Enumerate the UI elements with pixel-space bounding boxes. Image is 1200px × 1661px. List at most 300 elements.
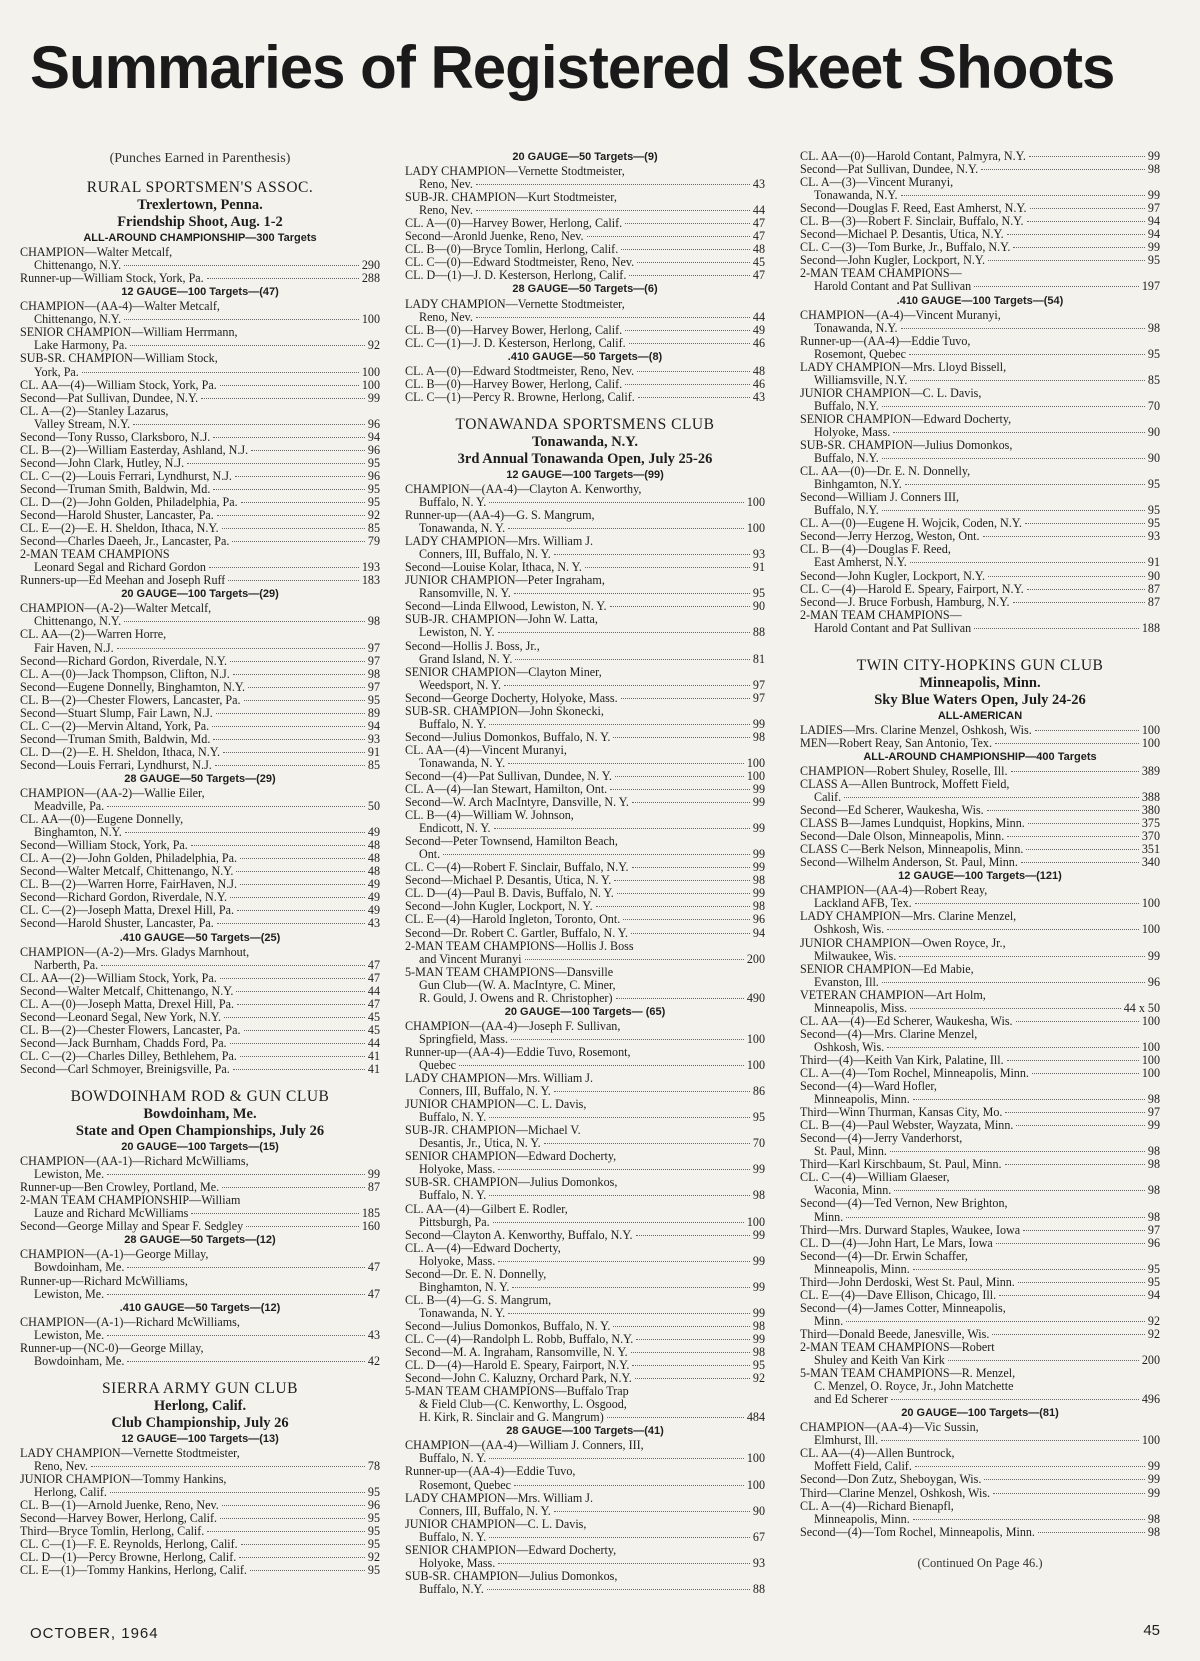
- result-line-continued: [20, 1261, 380, 1274]
- result-line: [20, 1551, 380, 1564]
- result-text: CL. AA—(4)—Ed Scherer, Waukesha, Wis.: [800, 1014, 1013, 1028]
- score: 193: [361, 561, 380, 575]
- score: 49: [367, 826, 380, 840]
- result-text: CLASS C—Berk Nelson, Minneapolis, Minn.: [800, 843, 1024, 857]
- result-line-continued: [405, 848, 765, 861]
- result-text: Endicott, N. Y.: [419, 822, 491, 836]
- result-text: CL. C—(2)—Mervin Altand, York, Pa.: [20, 719, 210, 733]
- result-line: [405, 1544, 765, 1557]
- result-line: [20, 1512, 380, 1525]
- result-line: [405, 1346, 765, 1359]
- result-line: [800, 1171, 1160, 1184]
- result-line: [800, 1289, 1160, 1302]
- result-line: [800, 1341, 1160, 1354]
- score: 45: [367, 1023, 380, 1037]
- result-text: CL. AA—(4)—William Stock, York, Pa.: [20, 378, 217, 392]
- result-text: CL. E—(4)—Dave Ellison, Chicago, Ill.: [800, 1288, 997, 1302]
- score: 94: [367, 430, 380, 444]
- result-line: [800, 937, 1160, 950]
- result-text: SUB-SR. CHAMPION—William Stock,: [20, 352, 218, 366]
- result-line: [405, 298, 765, 311]
- result-line-continued: [20, 561, 380, 574]
- score: 48: [367, 865, 380, 879]
- result-text: Grand Island, N. Y.: [419, 652, 513, 666]
- dot-leader: [995, 743, 1139, 744]
- result-text: Second—Harvey Bower, Herlong, Calif.: [20, 1512, 217, 1526]
- score: 43: [752, 178, 765, 192]
- score: 98: [1147, 321, 1160, 335]
- dot-leader: [207, 1531, 365, 1532]
- dot-leader: [493, 1222, 744, 1223]
- score: 41: [367, 1049, 380, 1063]
- score: 97: [367, 654, 380, 668]
- result-line: [20, 1181, 380, 1194]
- result-line-continued: [405, 1163, 765, 1176]
- score: 99: [752, 848, 765, 862]
- result-line: [20, 535, 380, 548]
- score: 95: [1147, 517, 1160, 531]
- result-text: CL. A—(0)—Jack Thompson, Clifton, N.J.: [20, 667, 230, 681]
- result-line: [405, 256, 765, 269]
- score: 89: [367, 706, 380, 720]
- result-text: Second—John Kugler, Lockport, N.Y.: [800, 569, 986, 583]
- dot-leader: [621, 698, 750, 699]
- result-line-continued: [800, 452, 1160, 465]
- score: 197: [1141, 280, 1160, 294]
- result-text: Second—Linda Ellwood, Lewiston, N. Y.: [405, 600, 607, 614]
- result-line: [20, 917, 380, 930]
- result-line: [405, 640, 765, 653]
- score: 99: [367, 391, 380, 405]
- result-text: Second—Truman Smith, Baldwin, Md.: [20, 482, 211, 496]
- result-line: [800, 583, 1160, 596]
- score: 94: [367, 719, 380, 733]
- score: 288: [361, 272, 380, 286]
- dot-leader: [476, 184, 750, 185]
- result-text: SENIOR CHAMPION—Ed Mabie,: [800, 962, 974, 976]
- result-text: SUB-JR. CHAMPION—John W. Latta,: [405, 613, 598, 627]
- score: 85: [367, 758, 380, 772]
- result-text: Second—Richard Gordon, Riverdale, N.Y.: [20, 891, 228, 905]
- result-line: [800, 465, 1160, 478]
- dot-leader: [905, 484, 1145, 485]
- result-line-continued: [20, 800, 380, 813]
- result-text: CL. E—(1)—Tommy Hankins, Herlong, Calif.: [20, 1564, 247, 1578]
- event-heading: 28 GAUGE—50 Targets—(6): [512, 283, 658, 296]
- result-line: [20, 655, 380, 668]
- score: 99: [752, 796, 765, 810]
- result-text: JUNIOR CHAMPION—C. L. Davis,: [405, 1517, 587, 1531]
- result-text: Second—Carl Schmoyer, Breinigsville, Pa.: [20, 1063, 230, 1076]
- score: 92: [367, 509, 380, 523]
- result-text: Third—John Derdoski, West St. Paul, Minn.: [800, 1275, 1015, 1289]
- result-text: CL. B—(0)—Bryce Tomlin, Herlong, Calif.: [405, 243, 619, 257]
- result-line: [20, 733, 380, 746]
- result-line: [800, 609, 1160, 622]
- dot-leader: [476, 210, 750, 211]
- result-line: [20, 470, 380, 483]
- dot-leader: [498, 1261, 750, 1262]
- score: 99: [752, 1163, 765, 1177]
- score: 95: [367, 456, 380, 470]
- score: 100: [1141, 1053, 1160, 1067]
- result-line: [405, 1176, 765, 1189]
- result-text: Second—John Kugler, Lockport, N.Y.: [800, 254, 986, 268]
- score: 100: [1141, 723, 1160, 737]
- result-line-continued: [800, 322, 1160, 335]
- dot-leader: [107, 1174, 365, 1175]
- result-line: [405, 365, 765, 378]
- result-text: CL. D—(1)—Percy Browne, Herlong, Calif.: [20, 1551, 237, 1565]
- score: 87: [367, 1181, 380, 1195]
- dot-leader: [91, 1466, 365, 1467]
- result-line: [405, 1465, 765, 1478]
- result-text: & Field Club—(C. Kenworthy, L. Osgood,: [419, 1398, 627, 1412]
- result-text: Second—Aronld Juenke, Reno, Nev.: [405, 230, 584, 244]
- result-text: Second—Harold Shuster, Lancaster, Pa.: [20, 509, 214, 523]
- result-text: Conners, III, Buffalo, N. Y.: [419, 548, 551, 562]
- result-text: CL. A—(4)—Edward Docherty,: [405, 1241, 561, 1255]
- result-text: 2-MAN TEAM CHAMPIONS—Hollis J. Boss: [405, 939, 634, 953]
- result-text: CL. B—(2)—Chester Flowers, Lancaster, Pa.: [20, 693, 241, 707]
- dot-leader: [220, 1518, 365, 1519]
- dot-leader: [498, 1169, 750, 1170]
- result-text: Buffalo, N. Y.: [419, 1189, 487, 1203]
- score: 95: [752, 1359, 765, 1373]
- score: 92: [1147, 1327, 1160, 1341]
- score: 100: [746, 522, 765, 536]
- result-text: Second—Pat Sullivan, Dundee, N.Y.: [20, 391, 199, 405]
- dot-leader: [222, 1187, 365, 1188]
- result-text: Second—Leonard Segal, New York, N.Y.: [20, 1010, 221, 1024]
- result-text: Second—(4)—Mrs. Clarine Menzel,: [800, 1027, 978, 1041]
- dot-leader: [209, 567, 359, 568]
- score: 97: [752, 691, 765, 705]
- dot-leader: [250, 1570, 365, 1571]
- score: 97: [1147, 202, 1160, 216]
- result-line: [20, 1525, 380, 1538]
- result-line: [405, 913, 765, 926]
- score: 90: [1147, 569, 1160, 583]
- result-line-continued: [800, 1211, 1160, 1224]
- dot-leader: [1007, 1060, 1139, 1061]
- score: 97: [1147, 1223, 1160, 1237]
- score: 49: [367, 891, 380, 905]
- dot-leader: [498, 632, 750, 633]
- score: 48: [752, 243, 765, 257]
- result-line-continued: [800, 189, 1160, 202]
- dot-leader: [124, 319, 359, 320]
- score: 49: [752, 323, 765, 337]
- result-line: [20, 405, 380, 418]
- result-line-continued: [20, 959, 380, 972]
- dot-leader: [489, 724, 750, 725]
- result-text: CL. C—(4)—Randolph L. Robb, Buffalo, N.Y.: [405, 1332, 634, 1346]
- result-line-continued: [405, 953, 765, 966]
- score: 496: [1141, 1393, 1160, 1407]
- result-text: CL. C—(0)—Edward Stodtmeister, Reno, Nev.: [405, 256, 635, 270]
- result-text: CL. A—(4)—Ian Stewart, Hamilton, Ont.: [405, 783, 608, 797]
- result-line: [800, 491, 1160, 504]
- result-line: [405, 874, 765, 887]
- dot-leader: [130, 345, 365, 346]
- score: 98: [752, 874, 765, 888]
- result-line: [405, 269, 765, 282]
- result-line-continued: [800, 348, 1160, 361]
- result-line-continued: [405, 496, 765, 509]
- dot-leader: [110, 1492, 365, 1493]
- score: 99: [752, 887, 765, 901]
- result-text: CHAMPION—(AA-4)—Vic Sussin,: [800, 1421, 979, 1435]
- dot-leader: [901, 195, 1145, 196]
- result-line: [20, 483, 380, 496]
- dot-leader: [882, 458, 1145, 459]
- result-text: Lewiston, Me.: [34, 1168, 105, 1182]
- dot-leader: [240, 884, 365, 885]
- dot-leader: [244, 700, 365, 701]
- dot-leader: [230, 897, 365, 898]
- event-heading: ALL-AROUND CHAMPIONSHIP—400 Targets: [863, 750, 1097, 763]
- result-line: [20, 1011, 380, 1024]
- dot-leader: [899, 956, 1145, 957]
- result-line-continued: [405, 548, 765, 561]
- result-line: [405, 1072, 765, 1085]
- score: 79: [367, 535, 380, 549]
- dot-leader: [240, 858, 365, 859]
- result-text: SUB-JR. CHAMPION—Kurt Stodtmeister,: [405, 191, 617, 205]
- result-text: York, Pa.: [34, 365, 79, 379]
- result-text: CLASS A—Allen Buntrock, Moffett Field,: [800, 777, 1010, 791]
- shoot-title: State and Open Championships, July 26: [75, 1123, 325, 1140]
- result-line: [800, 1119, 1160, 1132]
- result-text: Third—Bryce Tomlin, Herlong, Calif.: [20, 1525, 205, 1539]
- score: 95: [367, 1525, 380, 1539]
- result-line: [405, 940, 765, 953]
- result-text: CL. B—(1)—Arnold Juenke, Reno, Nev.: [20, 1499, 219, 1513]
- score: 93: [752, 548, 765, 562]
- result-line: [20, 813, 380, 826]
- shoot-title: Sky Blue Waters Open, July 24-26: [874, 691, 1086, 708]
- score: 97: [367, 641, 380, 655]
- score: 490: [746, 991, 765, 1005]
- result-line: [800, 1067, 1160, 1080]
- dot-leader: [614, 880, 750, 881]
- dot-leader: [887, 929, 1139, 930]
- result-line: [20, 352, 380, 365]
- dot-leader: [511, 1039, 744, 1040]
- score: 87: [1147, 582, 1160, 596]
- score: 47: [752, 269, 765, 283]
- column-2: [405, 150, 765, 1596]
- result-text: Second—John C. Kaluzny, Orchard Park, N.Y.: [405, 1372, 632, 1386]
- score: 96: [752, 913, 765, 927]
- result-text: Rosemont, Quebec: [814, 347, 907, 361]
- result-line: [800, 724, 1160, 737]
- result-text: CL. AA—(0)—Dr. E. N. Donnelly,: [800, 465, 971, 479]
- result-line-continued: [20, 259, 380, 272]
- result-text: CL. A—(2)—Stanley Lazarus,: [20, 404, 169, 418]
- result-text: SENIOR CHAMPION—William Herrmann,: [20, 326, 238, 340]
- result-line-continued: [405, 822, 765, 835]
- result-line: [20, 1024, 380, 1037]
- club-location: Trexlertown, Penna.: [137, 197, 263, 214]
- dot-leader: [107, 1294, 365, 1295]
- score: 97: [752, 678, 765, 692]
- result-text: Second—Stuart Slump, Fair Lawn, N.J.: [20, 706, 213, 720]
- score: 97: [1147, 1106, 1160, 1120]
- result-text: Pittsburgh, Pa.: [419, 1215, 490, 1229]
- result-line-continued: [405, 204, 765, 217]
- dot-leader: [983, 536, 1145, 537]
- dot-leader: [187, 463, 365, 464]
- score: 98: [752, 1346, 765, 1360]
- score: 380: [1141, 804, 1160, 818]
- score: 67: [752, 1530, 765, 1544]
- score: 43: [367, 917, 380, 931]
- dot-leader: [1016, 1021, 1139, 1022]
- result-text: JUNIOR CHAMPION—Tommy Hankins,: [20, 1472, 227, 1486]
- dot-leader: [1038, 1532, 1145, 1533]
- score: 48: [367, 839, 380, 853]
- result-text: Second—(4)—Ted Vernon, New Brighton,: [800, 1197, 1008, 1211]
- dot-leader: [637, 371, 750, 372]
- result-line: [20, 681, 380, 694]
- result-text: SENIOR CHAMPION—Clayton Miner,: [405, 665, 602, 679]
- dot-leader: [882, 406, 1145, 407]
- result-line: [20, 444, 380, 457]
- dot-leader: [487, 1589, 750, 1590]
- dot-leader: [230, 661, 365, 662]
- result-line: [405, 1439, 765, 1452]
- result-text: Reno, Nev.: [419, 204, 473, 218]
- result-text: SUB-JR. CHAMPION—Michael V.: [405, 1124, 581, 1138]
- score: 86: [752, 1085, 765, 1099]
- dot-leader: [525, 959, 744, 960]
- dot-leader: [1030, 208, 1145, 209]
- event-heading: 12 GAUGE—100 Targets—(13): [121, 1432, 279, 1445]
- score: 47: [367, 971, 380, 985]
- dot-leader: [913, 1519, 1145, 1520]
- result-text: CL. AA—(2)—William Stock, York, Pa.: [20, 971, 217, 985]
- result-line-continued: [405, 1059, 765, 1072]
- score: 47: [752, 217, 765, 231]
- event-heading: 28 GAUGE—50 Targets—(12): [124, 1234, 276, 1247]
- result-line: [405, 966, 765, 979]
- score: 44: [752, 204, 765, 218]
- score: 98: [752, 900, 765, 914]
- score: 95: [367, 1538, 380, 1552]
- result-text: Lackland AFB, Tex.: [814, 897, 912, 911]
- result-text: Second—John Clark, Hutley, N.J.: [20, 456, 185, 470]
- dot-leader: [1016, 1125, 1144, 1126]
- score: 92: [367, 339, 380, 353]
- score: 99: [752, 822, 765, 836]
- result-text: Valley Stream, N.Y.: [34, 417, 131, 431]
- result-line-continued: [405, 757, 765, 770]
- score: 43: [752, 390, 765, 404]
- score: 49: [367, 904, 380, 918]
- result-line-continued: [20, 313, 380, 326]
- result-line: [800, 1224, 1160, 1237]
- result-text: Second—(4)—Dr. Erwin Schaffer,: [800, 1249, 968, 1263]
- result-line: [405, 900, 765, 913]
- result-text: Leonard Segal and Richard Gordon: [34, 561, 206, 575]
- result-text: Minneapolis, Minn.: [814, 1512, 910, 1526]
- result-line: [800, 1276, 1160, 1289]
- result-line: [20, 1063, 380, 1076]
- result-text: CHAMPION—(A-1)—Richard McWilliams,: [20, 1315, 240, 1329]
- score: 100: [1141, 1040, 1160, 1054]
- result-line: [800, 309, 1160, 322]
- result-text: CHAMPION—(AA-2)—Wallie Eiler,: [20, 787, 205, 801]
- score: 370: [1141, 830, 1160, 844]
- result-line: [20, 946, 380, 959]
- event-heading: 20 GAUGE—50 Targets—(9): [512, 151, 658, 163]
- result-line-continued: [405, 1255, 765, 1268]
- score: 49: [367, 878, 380, 892]
- score: 98: [752, 730, 765, 744]
- column-3: [800, 150, 1160, 1570]
- dot-leader: [215, 765, 365, 766]
- score: 98: [1147, 1210, 1160, 1224]
- score: 188: [1141, 621, 1160, 635]
- result-line-continued: [800, 1041, 1160, 1054]
- result-text: CL. B—(0)—Harvey Bower, Herlong, Calif.: [405, 323, 623, 337]
- result-text: LADY CHAMPION—Mrs. William J.: [405, 535, 593, 549]
- result-text: CL. B—(4)—Paul Webster, Wayzata, Minn.: [800, 1119, 1014, 1133]
- result-line-continued: [405, 1505, 765, 1518]
- event-heading: ALL-AMERICAN: [937, 709, 1023, 722]
- dot-leader: [216, 713, 365, 714]
- result-text: CHAMPION—(AA-4)—Walter Metcalf,: [20, 300, 220, 314]
- result-line: [405, 744, 765, 757]
- result-line-continued: [405, 1216, 765, 1229]
- result-line-continued: [405, 626, 765, 639]
- dot-leader: [974, 628, 1139, 629]
- result-line: [20, 1499, 380, 1512]
- dot-leader: [988, 260, 1145, 261]
- dot-leader: [629, 343, 750, 344]
- result-text: Third—Donald Beede, Janesville, Wis.: [800, 1327, 990, 1341]
- parenthesis-note: (Punches Earned in Parenthesis): [109, 151, 291, 166]
- result-text: CL. D—(2)—John Golden, Philadelphia, Pa.: [20, 495, 238, 509]
- score: 78: [367, 1459, 380, 1473]
- result-line: [20, 998, 380, 1011]
- result-text: Holyoke, Mass.: [419, 1163, 496, 1177]
- result-line-continued: [20, 366, 380, 379]
- result-line-continued: [800, 1434, 1160, 1447]
- dot-leader: [228, 580, 359, 581]
- result-text: CHAMPION—(A-1)—George Millay,: [20, 1248, 209, 1262]
- result-text: Second—(4)—Pat Sullivan, Dundee, N. Y.: [405, 769, 612, 783]
- event-heading: 28 GAUGE—50 Targets—(29): [124, 772, 276, 785]
- result-text: Second—Douglas F. Reed, East Amherst, N.Y.: [800, 202, 1027, 216]
- result-text: CL. B—(4)—William W. Johnson,: [405, 809, 574, 823]
- dot-leader: [913, 1099, 1145, 1100]
- dot-leader: [489, 502, 744, 503]
- result-text: CL. AA—(0)—Harold Contant, Palmyra, N.Y.: [800, 150, 1026, 163]
- score: 85: [1147, 373, 1160, 387]
- result-text: Calif.: [814, 791, 842, 805]
- result-line: [20, 1316, 380, 1329]
- result-line: [405, 1268, 765, 1281]
- result-text: CL. D—(4)—Paul B. Davis, Buffalo, N. Y.: [405, 887, 614, 901]
- result-text: Runner-up—(NC-0)—George Millay,: [20, 1341, 204, 1355]
- score: 46: [752, 377, 765, 391]
- result-line-continued: [800, 1513, 1160, 1526]
- dot-leader: [1025, 523, 1145, 524]
- result-text: Second—Wilhelm Anderson, St. Paul, Minn.: [800, 856, 1018, 870]
